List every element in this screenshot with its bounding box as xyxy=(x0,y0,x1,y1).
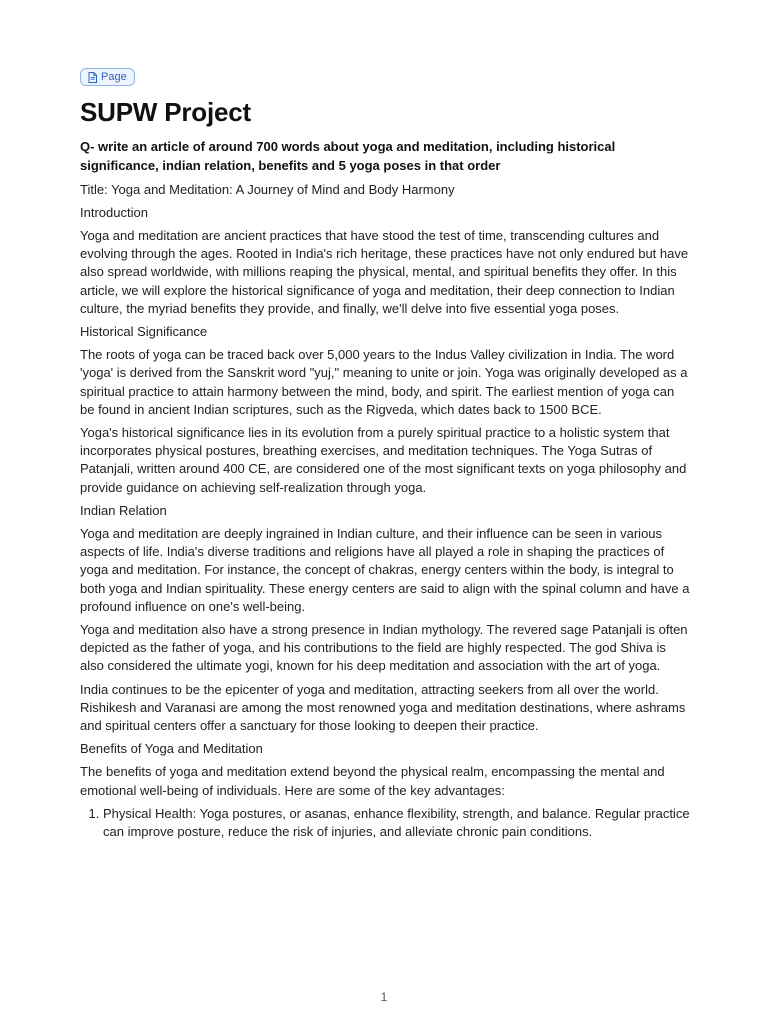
list-item: 1. Physical Health: Yoga postures, or asanas, enhance flexibility, strength, and balance. Regular practice can improve posture, reduce the risk of injuries, and alleviate chronic pain conditions. xyxy=(103,805,690,841)
indian-relation-heading: Indian Relation xyxy=(80,502,167,518)
benefits-list xyxy=(80,805,690,841)
page-badge-label: Page xyxy=(101,71,127,83)
document-icon xyxy=(88,72,97,83)
question-text: Q- write an article of around 700 words about yoga and meditation, including historical significance, indian relation, benefits and 5 yoga poses in that order xyxy=(80,138,616,173)
article-title: Title: Yoga and Meditation: A Journey of Mind and Body Harmony xyxy=(80,181,455,197)
historical-heading: Historical Significance xyxy=(80,323,208,339)
page-number: 1 xyxy=(380,990,388,1004)
indian-relation-paragraph-3: India continues to be the epicenter of yoga and meditation, attracting seekers from all over the world. Rishikesh and Varanasi are among the most renowned yoga and meditation destinations, where ashrams and spiritual centers offer a sanctuary for those looking to deepen their practice. xyxy=(80,681,686,733)
indian-relation-paragraph-1: Yoga and meditation are deeply ingrained in Indian culture, and their influence can be seen in various aspects of life. India's diverse traditions and religions have all played a role in shaping the practices of yoga and meditation. For instance, the concept of chakras, energy centers within the body, is integral to both yoga and Indian spirituality. These energy centers are said to align with the spinal column and have a profound influence on one's well-being. xyxy=(80,525,690,614)
indian-relation-paragraph-2: Yoga and meditation also have a strong presence in Indian mythology. The revered sage Patanjali is often depicted as the father of yoga, and his contributions to the field are highly respected. The god Shiva is also considered the ultimate yogi, known for his deep meditation and association with the art of yoga. xyxy=(80,621,688,674)
introduction-heading: Introduction xyxy=(80,204,148,220)
historical-paragraph-2: Yoga's historical significance lies in its evolution from a purely spiritual practice to a holistic system that incorporates physical postures, breathing exercises, and meditation techniques. The Yoga Sutras of Patanjali, written around 400 CE, are considered one of the most significant texts on yoga philosophy and provide guidance on achieving self-realization through yoga. xyxy=(80,424,687,495)
benefits-heading: Benefits of Yoga and Meditation xyxy=(80,741,263,757)
historical-paragraph-1: The roots of yoga can be traced back over 5,000 years to the Indus Valley civilization in India. The word 'yoga' is derived from the Sanskrit word "yuj," meaning to unite or join. Yoga was originally developed as a spiritual practice to attain harmony between the mind, body, and spirit. The earliest mention of yoga can be found in ancient Indian scriptures, such as the Rigveda, which dates back to 1500 BCE. xyxy=(80,347,688,417)
introduction-paragraph: Yoga and meditation are ancient practices that have stood the test of time, transcending cultures and evolving through the ages. Rooted in India's rich heritage, these practices have not only endured but have also spread worldwide, with millions reaping the physical, mental, and spiritual benefits they offer. In this article, we will explore the historical significance of yoga and meditation, their deep connection to Indian culture, the myriad benefits they provide, and finally, we'll delve into five essential yoga poses. xyxy=(80,227,689,316)
page-title: SUPW Project xyxy=(80,96,251,127)
page-badge[interactable] xyxy=(80,68,135,86)
benefits-paragraph: The benefits of yoga and meditation extend beyond the physical realm, encompassing the mental and emotional well-being of individuals. Here are some of the key advantages: xyxy=(80,764,665,798)
document-page xyxy=(80,68,690,841)
